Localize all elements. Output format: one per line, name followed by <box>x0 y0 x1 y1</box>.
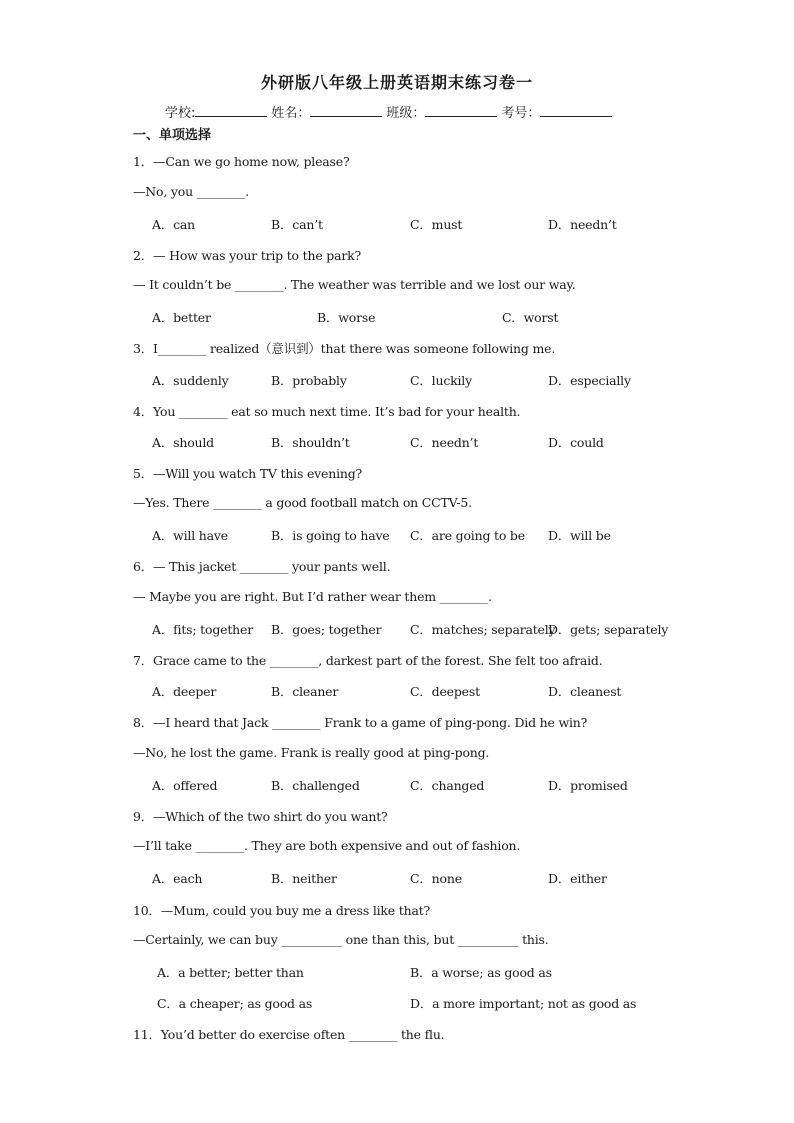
question-4-stem: 4．You ________ eat so much next time. It’s bad for your health. <box>133 404 521 419</box>
question-2-stem: 2．— How was your trip to the park? <box>133 248 361 263</box>
question-9-reply: —I’ll take ________. They are both expensive and out of fashion. <box>133 838 521 853</box>
question-9-option-a: A．each <box>152 871 203 886</box>
question-11-stem: 11．You’d better do exercise often ________ the flu. <box>133 1027 445 1042</box>
question-10-option-d: D．a more important; not as good as <box>410 996 637 1011</box>
question-8-option-b: B．challenged <box>271 778 360 793</box>
question-4-option-d: D．could <box>548 435 604 450</box>
question-8-stem: 8．—I heard that Jack ________ Frank to a game of ping-pong. Did he win? <box>133 715 588 730</box>
question-10-option-c: C．a cheaper; as good as <box>157 996 313 1011</box>
question-6-option-b: B．goes; together <box>271 622 382 637</box>
question-1-reply: —No, you ________. <box>133 184 249 199</box>
question-9-option-b: B．neither <box>271 871 337 886</box>
question-1-option-b: B．can’t <box>271 217 323 232</box>
question-9-stem: 9．—Which of the two shirt do you want? <box>133 809 388 824</box>
question-5-option-c: C．are going to be <box>410 528 525 543</box>
question-6-option-a: A．fits; together <box>152 622 253 637</box>
question-9-option-c: C．none <box>410 871 462 886</box>
question-6-reply: — Maybe you are right. But I’d rather wear them ________. <box>133 589 492 604</box>
question-7-option-b: B．cleaner <box>271 684 339 699</box>
question-8-option-d: D．promised <box>548 778 628 793</box>
name-label: 姓名： <box>271 106 311 121</box>
question-1-option-d: D．needn’t <box>548 217 617 232</box>
question-3-option-d: D．especially <box>548 373 631 388</box>
question-10-option-a: A．a better; better than <box>157 965 304 980</box>
class-blank <box>425 104 497 117</box>
school-label: 学校: <box>165 106 196 121</box>
question-1-option-c: C．must <box>410 217 463 232</box>
question-5-reply: —Yes. There ________ a good football match on CCTV-5. <box>133 495 472 510</box>
question-9-option-d: D．either <box>548 871 607 886</box>
question-2-option-b: B．worse <box>317 310 376 325</box>
question-3-option-c: C．luckily <box>410 373 472 388</box>
class-label: 班级： <box>386 106 426 121</box>
school-blank <box>195 104 267 117</box>
question-1-option-a: A．can <box>152 217 196 232</box>
question-1-stem: 1．—Can we go home now, please? <box>133 154 350 169</box>
question-7-option-c: C．deepest <box>410 684 480 699</box>
question-7-stem: 7．Grace came to the ________, darkest part of the forest. She felt too afraid. <box>133 653 603 668</box>
question-8-option-a: A．offered <box>152 778 218 793</box>
page-title: 外研版八年级上册英语期末练习卷一 <box>260 73 533 92</box>
name-blank <box>310 104 382 117</box>
question-2-reply: — It couldn’t be ________. The weather was terrible and we lost our way. <box>133 277 576 292</box>
question-6-option-c: C．matches; separately <box>410 622 556 637</box>
question-5-stem: 5．—Will you watch TV this evening? <box>133 466 363 481</box>
question-3-option-a: A．suddenly <box>152 373 229 388</box>
question-10-reply: —Certainly, we can buy __________ one than this, but __________ this. <box>133 932 549 947</box>
question-3-option-b: B．probably <box>271 373 347 388</box>
question-10-stem: 10．—Mum, could you buy me a dress like that? <box>133 903 431 918</box>
question-8-option-c: C．changed <box>410 778 485 793</box>
question-8-reply: —No, he lost the game. Frank is really good at ping-pong. <box>133 745 490 760</box>
question-5-option-b: B．is going to have <box>271 528 390 543</box>
question-4-option-a: A．should <box>152 435 214 450</box>
question-7-option-a: A．deeper <box>152 684 217 699</box>
question-6-stem: 6．— This jacket ________ your pants well. <box>133 559 391 574</box>
exam-no-label: 考号： <box>501 106 541 121</box>
question-2-option-c: C．worst <box>502 310 559 325</box>
section-title: 一、单项选择 <box>133 128 212 143</box>
exam-no-blank <box>540 104 612 117</box>
question-5-option-d: D．will be <box>548 528 611 543</box>
question-2-option-a: A．better <box>152 310 211 325</box>
student-info-row <box>165 102 616 121</box>
question-4-option-b: B．shouldn’t <box>271 435 350 450</box>
question-7-option-d: D．cleanest <box>548 684 622 699</box>
question-5-option-a: A．will have <box>152 528 228 543</box>
question-4-option-c: C．needn’t <box>410 435 479 450</box>
question-10-option-b: B．a worse; as good as <box>410 965 552 980</box>
question-3-stem: 3．I________ realized（意识到）that there was someone following me. <box>133 341 556 356</box>
question-6-option-d: D．gets; separately <box>548 622 669 637</box>
